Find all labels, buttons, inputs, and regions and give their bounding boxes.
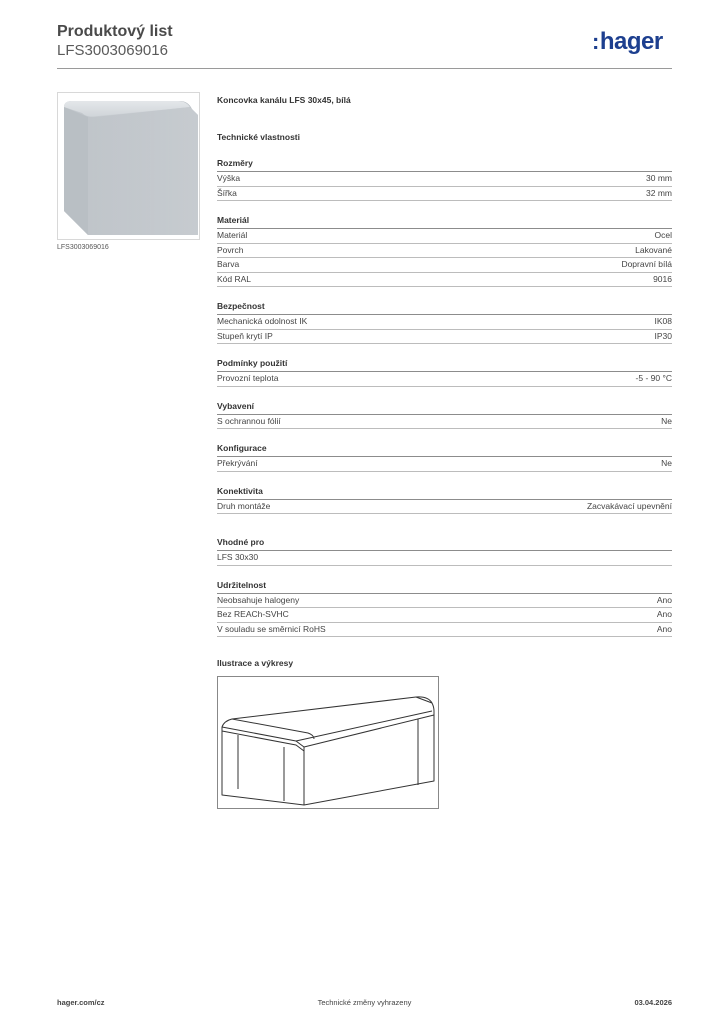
row-label: Mechanická odolnost IK [217, 316, 308, 326]
row-value: 30 mm [646, 173, 672, 183]
row-label: Barva [217, 259, 240, 269]
hager-logo [592, 28, 663, 56]
product-name: Koncovka kanálu LFS 30x45, bílá [217, 95, 351, 105]
document-header [57, 22, 173, 60]
table-row [217, 608, 672, 623]
table-row [217, 551, 672, 566]
section-title: Konfigurace [217, 442, 672, 457]
row-label: Kód RAL [217, 273, 252, 284]
row-label: LFS 30x30 [217, 552, 259, 562]
header-divider [57, 68, 672, 69]
section-material [217, 214, 672, 287]
section-title: Udržitelnost [217, 579, 672, 594]
table-row [217, 330, 672, 345]
table-row [217, 244, 672, 259]
row-value: Ano [656, 609, 672, 619]
photo-caption: LFS3003069016 [57, 244, 109, 251]
table-row [217, 229, 672, 244]
row-value: 32 mm [646, 187, 672, 198]
technical-properties-heading: Technické vlastnosti [217, 132, 300, 142]
row-label: Materiál [217, 230, 248, 240]
table-row [217, 315, 672, 330]
table-row [217, 273, 672, 288]
row-label: V souladu se směrnicí RoHS [217, 623, 326, 634]
row-label: Šířka [217, 187, 237, 198]
table-row [217, 457, 672, 472]
row-value: Ano [656, 594, 672, 605]
row-label: Provozní teplota [217, 373, 279, 383]
section-equipment [217, 400, 672, 430]
row-value: Lakované [635, 244, 672, 255]
footer-date: 03.04.2026 [634, 998, 672, 1007]
table-row [217, 500, 672, 515]
section-configuration [217, 442, 672, 472]
logo-text: hager [599, 28, 663, 55]
technical-drawing [217, 676, 439, 809]
section-title: Vhodné pro [217, 536, 672, 551]
row-value: IK08 [654, 316, 672, 326]
product-details [217, 94, 672, 809]
section-title: Rozměry [217, 157, 672, 172]
footer-notice: Technické změny vyhrazeny [317, 998, 412, 1007]
row-value: -5 - 90 °C [635, 373, 672, 383]
row-value: Ocel [654, 230, 672, 240]
section-dimensions [217, 157, 672, 201]
table-row [217, 172, 672, 187]
table-row [217, 372, 672, 387]
section-safety [217, 300, 672, 344]
illustration-heading: Ilustrace a výkresy [217, 658, 294, 668]
row-label: Druh montáže [217, 500, 271, 511]
footer-website-link[interactable]: hager.com/cz [57, 998, 105, 1007]
row-value: Ne [661, 415, 672, 426]
row-label: Bez REACh-SVHC [217, 609, 289, 619]
row-label: Překrývání [217, 458, 258, 468]
section-title: Podmínky použití [217, 357, 672, 372]
section-title: Vybavení [217, 400, 672, 415]
row-label: S ochrannou fólií [217, 415, 281, 426]
table-row [217, 594, 672, 609]
technical-drawing-image [218, 677, 438, 808]
row-label: Neobsahuje halogeny [217, 594, 300, 605]
table-row [217, 623, 672, 638]
row-value: 9016 [653, 273, 672, 284]
section-title: Bezpečnost [217, 300, 672, 315]
row-label: Stupeň krytí IP [217, 330, 273, 341]
row-value: Dopravní bílá [621, 259, 672, 269]
section-suitable-for [217, 536, 672, 566]
row-label: Povrch [217, 244, 244, 255]
row-value: Ne [661, 458, 672, 468]
row-value: Ano [656, 623, 672, 634]
row-label: Výška [217, 173, 241, 183]
section-operating-conditions [217, 357, 672, 387]
section-title: Konektivita [217, 485, 672, 500]
document-title: Produktový list [57, 23, 173, 40]
table-row [217, 187, 672, 202]
table-row [217, 258, 672, 273]
section-connectivity [217, 485, 672, 515]
product-photo-image [58, 93, 199, 239]
product-code: LFS3003069016 [57, 42, 168, 59]
row-value: Zacvakávací upevnění [586, 500, 672, 511]
table-row [217, 415, 672, 430]
row-value: IP30 [654, 330, 672, 341]
logo-dots-icon: : [592, 29, 599, 54]
section-title: Materiál [217, 214, 672, 229]
product-photo [57, 92, 200, 240]
section-sustainability [217, 579, 672, 638]
